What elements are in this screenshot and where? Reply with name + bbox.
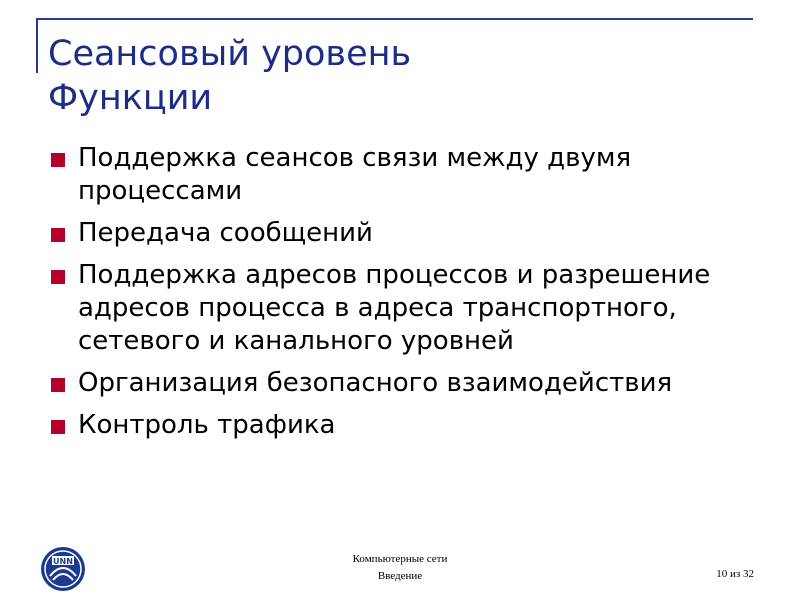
unn-logo-icon: [40, 546, 86, 592]
frame-left-line: [36, 18, 38, 73]
list-item-text: Контроль трафика: [78, 410, 336, 440]
title-line-1: Сеансовый уровень: [48, 34, 412, 74]
bullet-list: [48, 142, 768, 451]
title-line-2: Функции: [48, 78, 213, 118]
square-bullet-icon: [51, 420, 65, 434]
slide-title: [48, 32, 411, 120]
square-bullet-icon: [51, 228, 65, 242]
list-item: [48, 142, 768, 208]
list-item-text: Организация безопасного взаимодействия: [78, 368, 673, 398]
list-item: [48, 367, 768, 400]
footer-section-title: Введение: [377, 570, 423, 582]
page-number: 10 из 32: [716, 568, 754, 580]
list-item: [48, 217, 768, 250]
square-bullet-icon: [51, 153, 65, 167]
square-bullet-icon: [51, 270, 65, 284]
list-item-text: Передача сообщений: [78, 218, 373, 248]
list-item-text: Поддержка сеансов связи между двумя процессами: [78, 143, 632, 206]
square-bullet-icon: [51, 378, 65, 392]
svg-text:UNN: UNN: [53, 557, 73, 566]
list-item: [48, 259, 768, 358]
frame-top-line: [36, 18, 753, 20]
footer-course-title: Компьютерные сети: [352, 553, 448, 565]
footer-course-info: [280, 551, 520, 585]
list-item: [48, 409, 768, 442]
list-item-text: Поддержка адресов процессов и разрешение адресов процесса в адреса транспортного, сетевого и канального уровней: [78, 260, 711, 356]
